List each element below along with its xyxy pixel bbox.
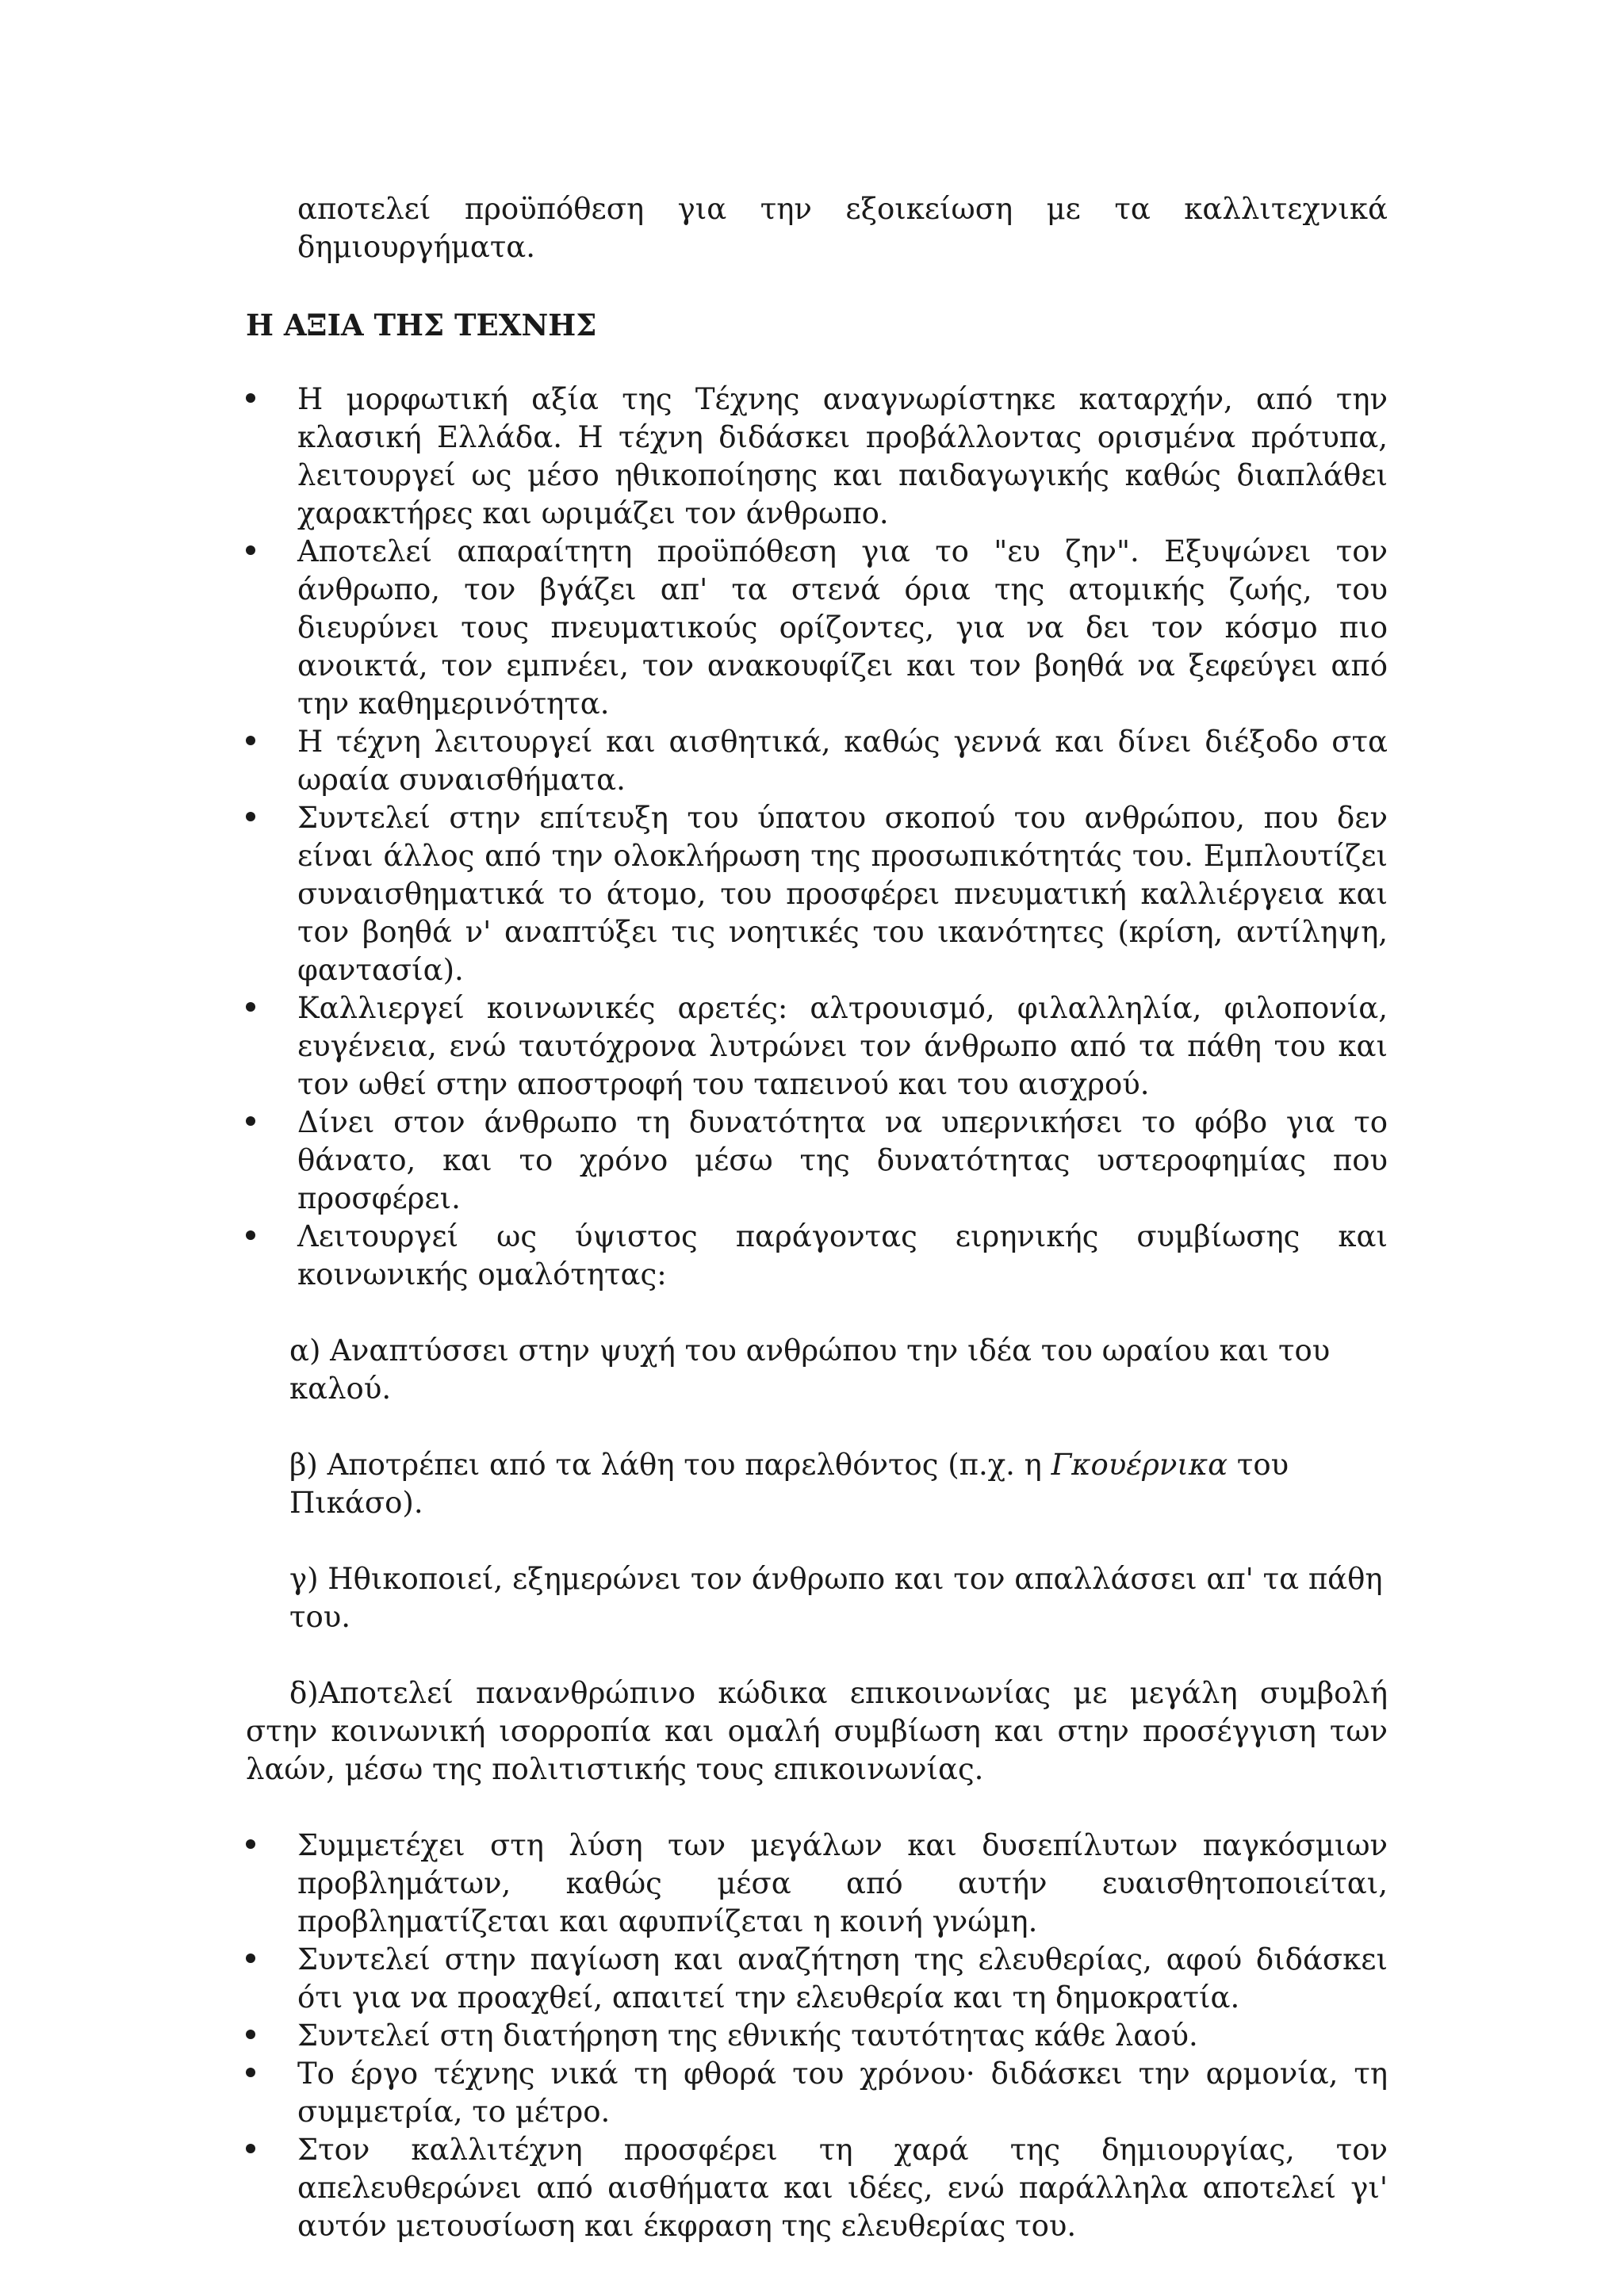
list-item [246,723,1388,799]
sub-item-b [289,1446,1388,1522]
list-item-text: Καλλιεργεί κοινωνικές αρετές: αλτρουισμό, φιλαλληλία, φιλοπονία, ευγένεια, ενώ ταυτόχρονα λυτρώνει τον άνθρωπο από τα πάθη του και τον ωθεί στην αποστροφή του ταπεινού και του αισχρού. [297,991,1388,1101]
bullet-icon [246,736,255,745]
list-item-text: Συντελεί στη διατήρηση της εθνικής ταυτότητας κάθε λαού. [297,2019,1198,2053]
sub-item-d: δ)Αποτελεί πανανθρώπινο κώδικα επικοινωνίας με μεγάλη συμβολή στην κοινωνική ισορροπία και ομαλή συμβίωση και στην προσέγγιση των λαών, μέσω της πολιτιστικής τους επικοινωνίας. [246,1676,1388,1786]
intro-paragraph: αποτελεί προϋπόθεση για την εξοικείωση με τα καλλιτεχνικά δημιουργήματα. [297,192,1388,264]
bullet-list-first [246,381,1388,1294]
list-item [246,2055,1388,2131]
list-item-text: Λειτουργεί ως ύψιστος παράγοντας ειρηνικής συμβίωσης και κοινωνικής ομαλότητας: [297,1219,1388,1292]
list-item [246,989,1388,1104]
list-item [246,1218,1388,1294]
bullet-icon [246,1954,255,1963]
bullet-icon [246,812,255,821]
document-page [246,190,1388,2245]
list-item [246,1941,1388,2017]
bullet-icon [246,1839,255,1849]
list-item-text: Το έργο τέχνης νικά τη φθορά του χρόνου· διδάσκει την αρμονία, τη συμμετρία, το μέτρο. [297,2057,1388,2129]
list-item-text: Συντελεί στην παγίωση και αναζήτηση της ελευθερίας, αφού διδάσκει ότι για να προαχθεί, απαιτεί την ελευθερία και τη δημοκρατία. [297,1942,1388,2015]
list-item [246,1104,1388,1218]
bullet-icon [246,1116,255,1126]
list-item-text: Στον καλλιτέχνη προσφέρει τη χαρά της δημιουργίας, τον απελευθερώνει από αισθήματα και ιδέες, ενώ παράλληλα αποτελεί γι' αυτόν μετουσίωση και έκφραση της ελευθερίας του. [297,2133,1388,2243]
list-item-text: Αποτελεί απαραίτητη προϋπόθεση για το "ευ ζην". Εξυψώνει τον άνθρωπο, τον βγάζει απ' τα στενά όρια της ατομικής ζωής, του διευρύνει τους πνευματικούς ορίζοντες, για να δει τον κόσμο πιο ανοικτά, τον εμπνέει, τον ανακουφίζει και τον βοηθά να ξεφεύγει από την καθημερινότητα. [297,534,1388,721]
list-item-text: Δίνει στον άνθρωπο τη δυνατότητα να υπερνικήσει το φόβο για το θάνατο, και το χρόνο μέσω της δυνατότητας υστεροφημίας που προσφέρει. [297,1105,1388,1215]
sub-item-b-text: β) Αποτρέπει από τα λάθη του παρελθόντος (π.χ. η [289,1448,1051,1482]
sub-item-a: α) Αναπτύσσει στην ψυχή του ανθρώπου την ιδέα του ωραίου και του καλού. [289,1334,1331,1406]
list-item [246,533,1388,723]
artwork-title: Γκουέρνικα [1051,1448,1228,1482]
list-item [246,2131,1388,2245]
list-item [246,799,1388,989]
list-item-text: Συντελεί στην επίτευξη του ύπατου σκοπού του ανθρώπου, που δεν είναι άλλος από την ολοκλήρωση της προσωπικότητάς του. Εμπλουτίζει συναισθηματικά το άτομο, του προσφέρει πνευματική καλλιέργεια και τον βοηθά ν' αναπτύξει τις νοητικές του ικανότητες (κρίση, αντίληψη, φαντασία). [297,801,1388,987]
bullet-icon [246,2068,255,2077]
bullet-icon [246,2030,255,2039]
list-item-text: Η τέχνη λειτουργεί και αισθητικά, καθώς γεννά και δίνει διέξοδο στα ωραία συναισθήματα. [297,725,1388,797]
bullet-icon [246,545,255,555]
list-item [246,2017,1388,2055]
sub-item-c: γ) Ηθικοποιεί, εξημερώνει τον άνθρωπο και τον απαλλάσσει απ' τα πάθη του. [289,1562,1383,1634]
bullet-icon [246,393,255,403]
list-item-text: Η μορφωτική αξία της Τέχνης αναγνωρίστηκε καταρχήν, από την κλασική Ελλάδα. Η τέχνη διδάσκει προβάλλοντας ορισμένα πρότυπα, λειτουργεί ως μέσο ηθικοποίησης και παιδαγωγικής καθώς διαπλάθει χαρακτήρες και ωριμάζει τον άνθρωπο. [297,382,1388,530]
list-item [246,381,1388,533]
sub-item-b-text-end: του Πικάσο). [289,1448,1289,1520]
list-item-text: Συμμετέχει στη λύση των μεγάλων και δυσεπίλυτων παγκόσμιων προβλημάτων, καθώς μέσα από αυτήν ευαισθητοποιείται, προβληματίζεται και αφυπνίζεται η κοινή γνώμη. [297,1828,1388,1938]
bullet-icon [246,2144,255,2153]
bullet-icon [246,1230,255,1240]
bullet-icon [246,1002,255,1012]
list-item [246,1827,1388,1941]
section-heading: Η ΑΞΙΑ ΤΗΣ ΤΕΧΝΗΣ [246,308,597,342]
bullet-list-second [246,1827,1388,2245]
